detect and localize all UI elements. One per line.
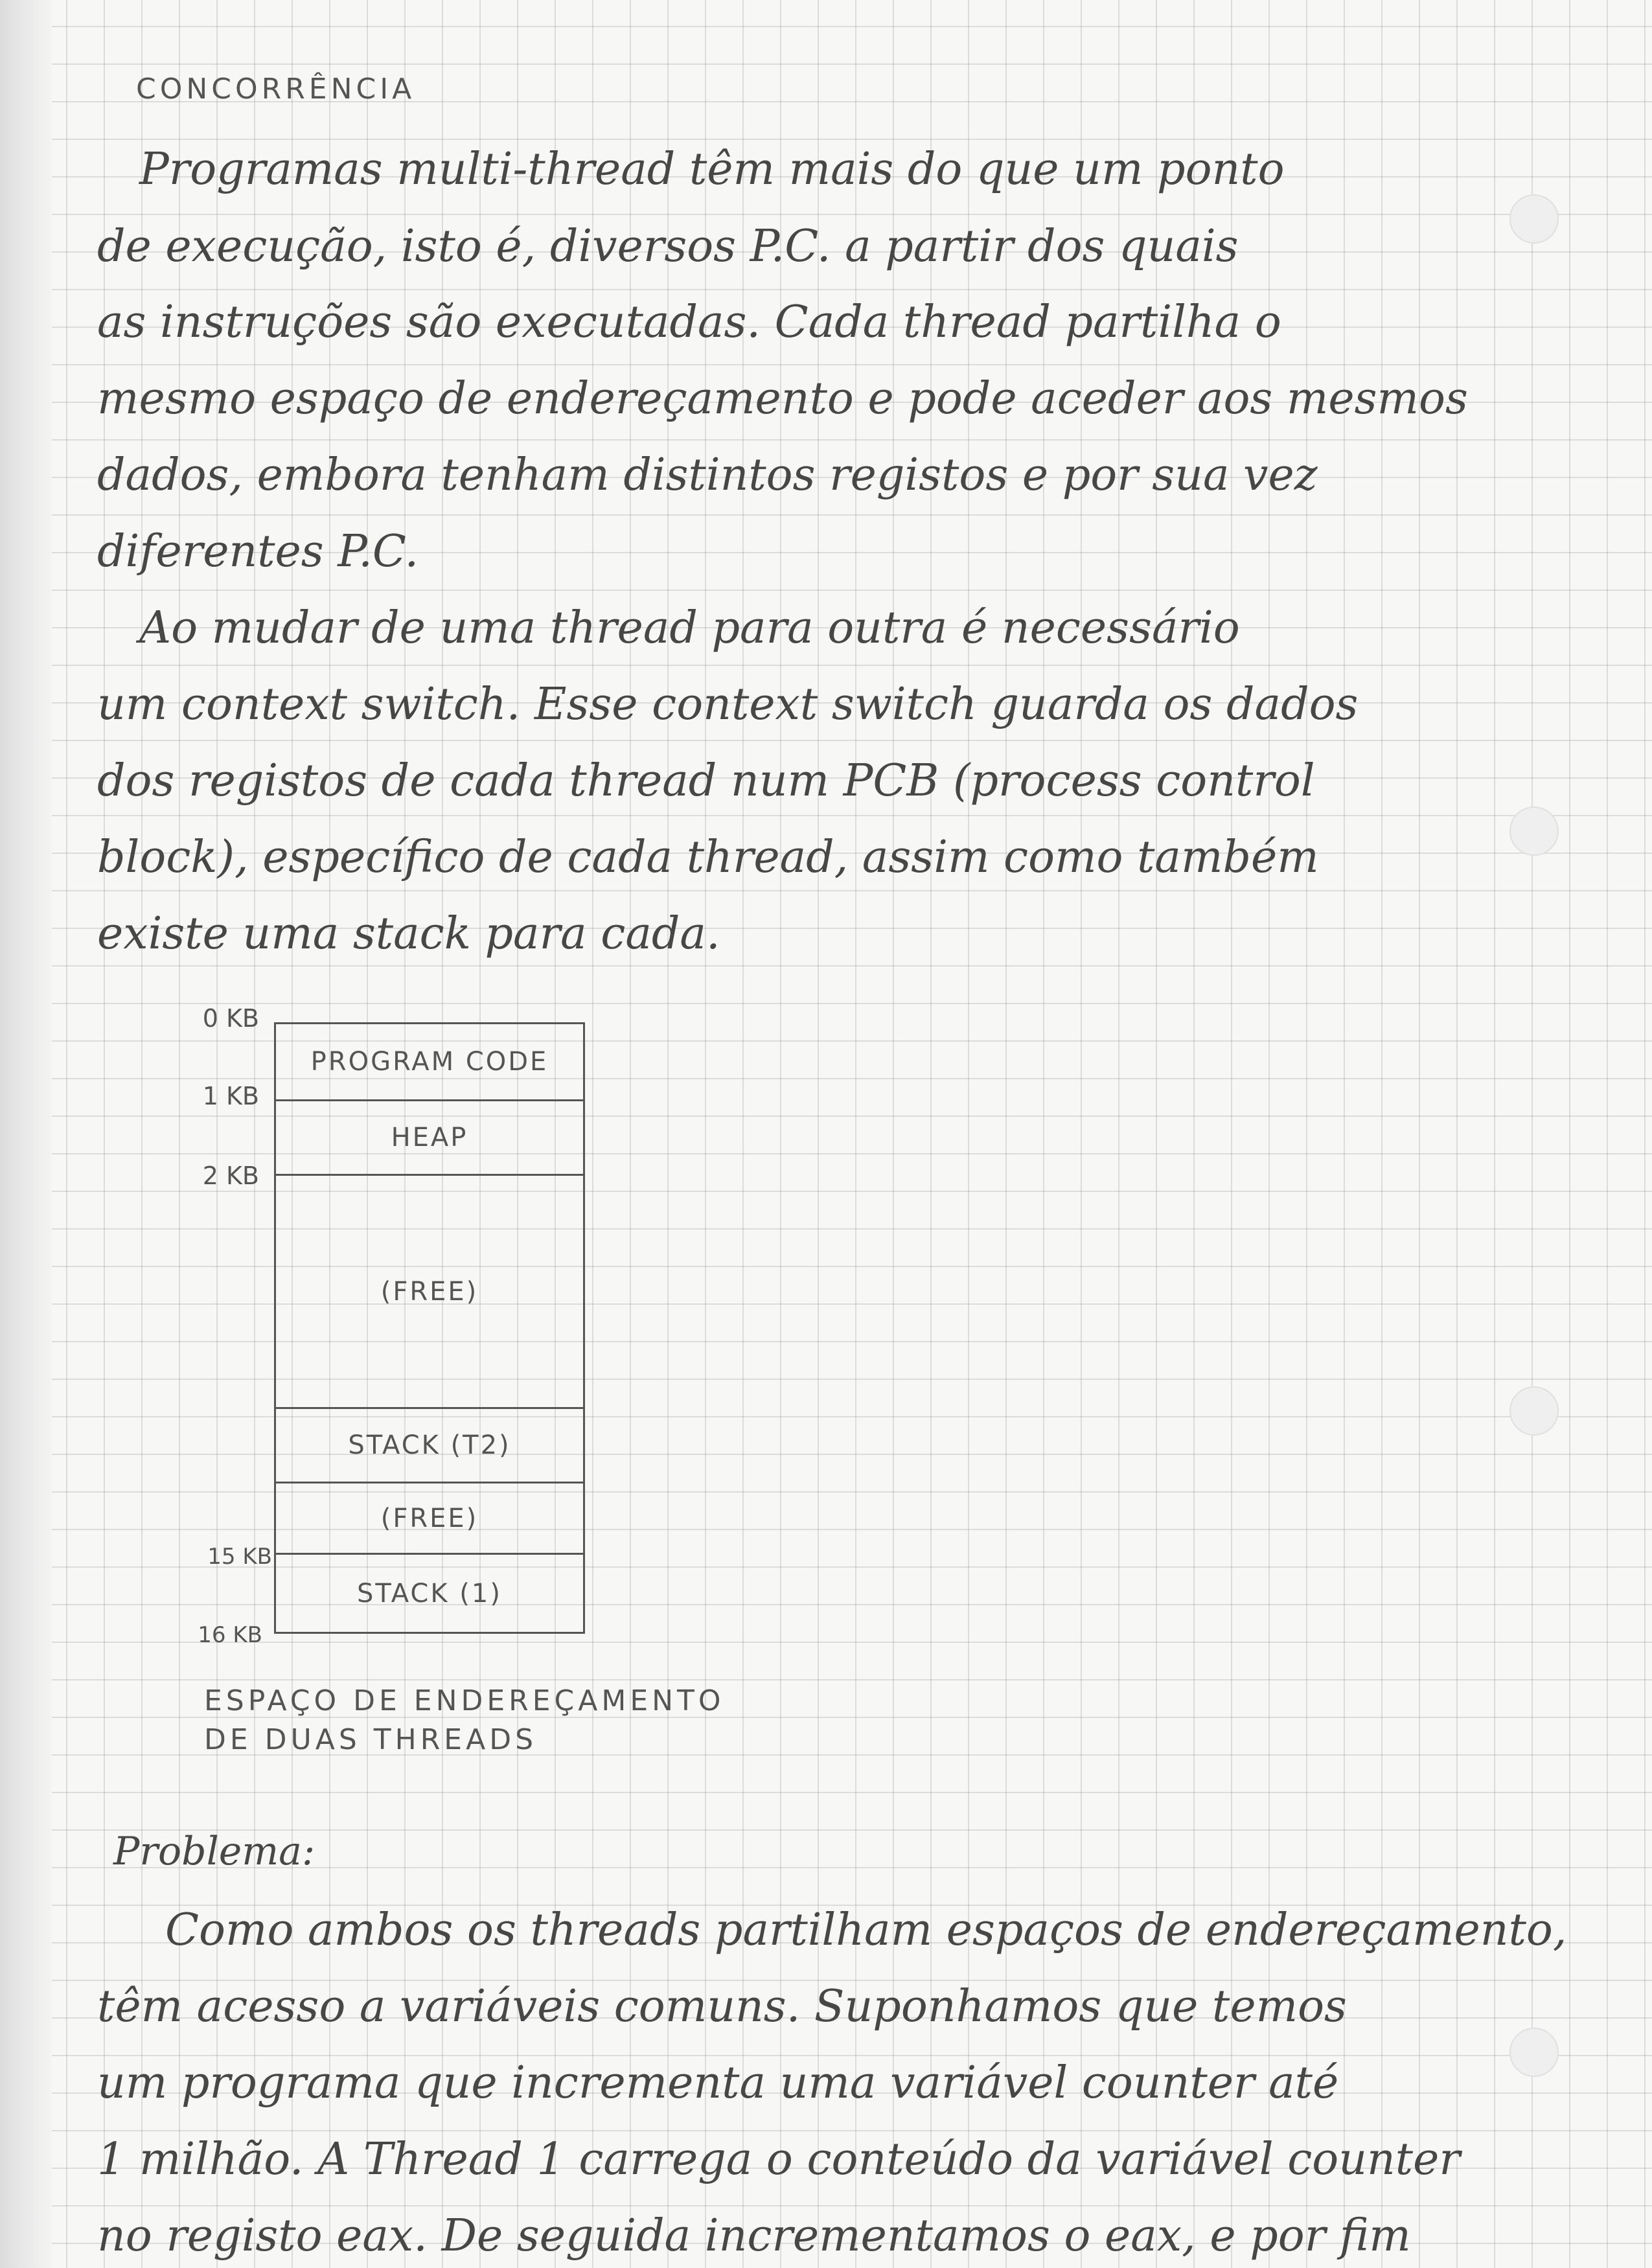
address-tick-label: 16 KB xyxy=(198,1622,262,1648)
paragraph-3-line: no registo eax. De seguida incrementamos o eax, e por fim xyxy=(97,2210,1411,2262)
paragraph-2-line: existe uma stack para cada. xyxy=(97,908,720,959)
paragraph-1-line: Programas multi-thread têm mais do que um ponto xyxy=(139,144,1285,195)
paragraph-2-line: block), específico de cada thread, assim como também xyxy=(97,832,1319,883)
paragraph-1-line: dados, embora tenham distintos registos e por sua vez xyxy=(97,450,1318,501)
address-tick-label: 0 KB xyxy=(202,1004,259,1033)
paragraph-1-line: as instruções são executadas. Cada thread partilha o xyxy=(97,297,1281,348)
paragraph-2-line: dos registos de cada thread num PCB (process control xyxy=(97,755,1315,807)
paragraph-2-line: Ao mudar de uma thread para outra é necessário xyxy=(139,602,1240,654)
paragraph-3-line: Como ambos os threads partilham espaços de endereçamento, xyxy=(165,1905,1567,1956)
page-title: CONCORRÊNCIA xyxy=(136,73,416,106)
punch-hole xyxy=(1509,807,1559,856)
punch-hole xyxy=(1509,2028,1559,2077)
paragraph-1-line: mesmo espaço de endereçamento e pode aceder aos mesmos xyxy=(97,373,1468,424)
punch-hole xyxy=(1509,1386,1559,1436)
block-free: (FREE) xyxy=(274,1483,585,1555)
paragraph-3-line: têm acesso a variáveis comuns. Suponhamos que temos xyxy=(97,1981,1347,2032)
block-program-code: PROGRAM CODE xyxy=(274,1022,585,1101)
punch-hole xyxy=(1509,194,1559,244)
paragraph-3-line: um programa que incrementa uma variável counter até xyxy=(97,2057,1339,2109)
address-tick-label: 2 KB xyxy=(202,1162,259,1190)
diagram-caption: ESPAÇO DE ENDEREÇAMENTO xyxy=(204,1684,725,1717)
paragraph-2-line: um context switch. Esse context switch guarda os dados xyxy=(97,679,1359,730)
page-binding-edge xyxy=(0,0,52,2268)
block-stack-t2: STACK (T2) xyxy=(274,1409,585,1483)
paragraph-3-line: 1 milhão. A Thread 1 carrega o conteúdo da variável counter xyxy=(97,2134,1460,2185)
block-stack-t1: STACK (1) xyxy=(274,1555,585,1634)
problem-heading: Problema: xyxy=(113,1829,315,1874)
paragraph-1-line: diferentes P.C. xyxy=(97,526,419,577)
address-tick-label: 1 KB xyxy=(202,1082,259,1110)
block-free: (FREE) xyxy=(274,1176,585,1409)
paragraph-1-line: de execução, isto é, diversos P.C. a partir dos quais xyxy=(97,221,1239,272)
diagram-caption: DE DUAS THREADS xyxy=(204,1723,538,1756)
address-tick-label: 15 KB xyxy=(207,1544,272,1570)
block-heap: HEAP xyxy=(274,1101,585,1176)
